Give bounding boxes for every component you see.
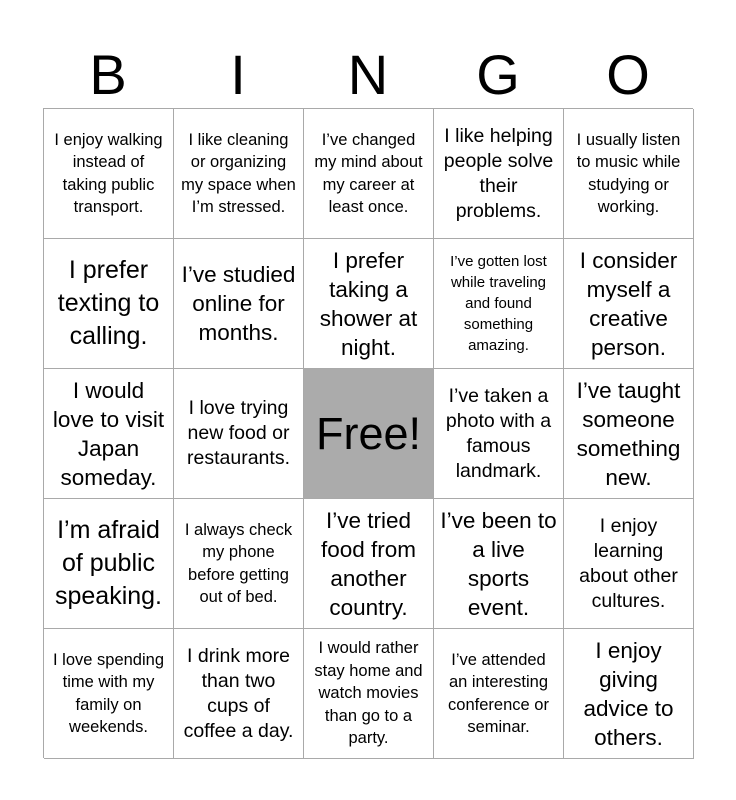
- bingo-cell[interactable]: [44, 239, 174, 369]
- bingo-cell[interactable]: [434, 369, 564, 499]
- bingo-cell-text: I consider myself a creative person.: [579, 247, 678, 360]
- bingo-cell[interactable]: [564, 109, 694, 239]
- bingo-cell-text: I’ve studied online for months.: [181, 262, 296, 345]
- bingo-cell-text: I enjoy walking instead of taking public transport.: [54, 130, 163, 216]
- bingo-cell-text: I’ve taught someone something new.: [576, 377, 681, 490]
- bingo-cell[interactable]: [304, 239, 434, 369]
- bingo-cell-text: I enjoy learning about other cultures.: [579, 514, 678, 612]
- bingo-cell-text: I love trying new food or restaurants.: [187, 397, 290, 469]
- header-letter-g: G: [476, 43, 520, 106]
- bingo-cell[interactable]: [174, 369, 304, 499]
- bingo-cell-text: I would love to visit Japan someday.: [52, 377, 165, 490]
- bingo-cell[interactable]: [434, 629, 564, 759]
- bingo-cell-text: I usually listen to music while studying or working.: [576, 130, 681, 216]
- bingo-cell[interactable]: [174, 239, 304, 369]
- bingo-cell-text: I always check my phone before getting out of bed.: [184, 520, 293, 606]
- free-space-label: Free!: [315, 407, 422, 459]
- bingo-cell-text: I love spending time with my family on weekends.: [53, 650, 164, 736]
- bingo-cell[interactable]: [44, 629, 174, 759]
- bingo-cell[interactable]: [174, 629, 304, 759]
- bingo-cell[interactable]: [304, 499, 434, 629]
- bingo-cell-text: I’ve changed my mind about my career at least once.: [314, 130, 423, 216]
- header-letter-o: O: [606, 43, 650, 106]
- bingo-cell[interactable]: [44, 109, 174, 239]
- bingo-cell-text: I like cleaning or organizing my space when I’m stressed.: [181, 130, 296, 216]
- bingo-card-grid: [43, 108, 693, 758]
- bingo-cell[interactable]: [44, 369, 174, 499]
- bingo-cell-text: I enjoy giving advice to others.: [583, 637, 674, 750]
- bingo-cell-text: I prefer taking a shower at night.: [319, 247, 418, 360]
- bingo-cell-text: I prefer texting to calling.: [57, 256, 160, 350]
- bingo-header: [43, 42, 693, 108]
- bingo-cell-text: I drink more than two cups of coffee a day.: [183, 644, 294, 742]
- header-letter-i: I: [230, 43, 246, 106]
- bingo-cell[interactable]: [564, 239, 694, 369]
- bingo-cell-text: I’ve been to a live sports event.: [440, 507, 557, 620]
- bingo-cell-text: I would rather stay home and watch movies than go to a party.: [314, 639, 423, 748]
- free-space-cell[interactable]: [304, 369, 434, 499]
- bingo-cell[interactable]: [44, 499, 174, 629]
- bingo-cell[interactable]: [174, 109, 304, 239]
- bingo-cell[interactable]: [564, 499, 694, 629]
- bingo-cell[interactable]: [564, 369, 694, 499]
- bingo-cell-text: I’ve taken a photo with a famous landmark.: [445, 384, 552, 482]
- bingo-cell-text: I’ve attended an interesting conference or seminar.: [448, 650, 549, 736]
- bingo-cell[interactable]: [564, 629, 694, 759]
- bingo-cell-text: I’m afraid of public speaking.: [54, 516, 163, 610]
- bingo-cell[interactable]: [304, 109, 434, 239]
- bingo-cell[interactable]: [174, 499, 304, 629]
- bingo-cell[interactable]: [434, 499, 564, 629]
- bingo-cell[interactable]: [434, 109, 564, 239]
- bingo-cell-text: I’ve tried food from another country.: [320, 507, 417, 620]
- header-letter-b: B: [89, 43, 127, 106]
- header-letter-n: N: [347, 43, 389, 106]
- bingo-cell[interactable]: [434, 239, 564, 369]
- bingo-cell[interactable]: [304, 629, 434, 759]
- bingo-cell-text: I like helping people solve their problems.: [443, 124, 554, 222]
- bingo-cell-text: I’ve gotten lost while traveling and found something amazing.: [450, 253, 547, 354]
